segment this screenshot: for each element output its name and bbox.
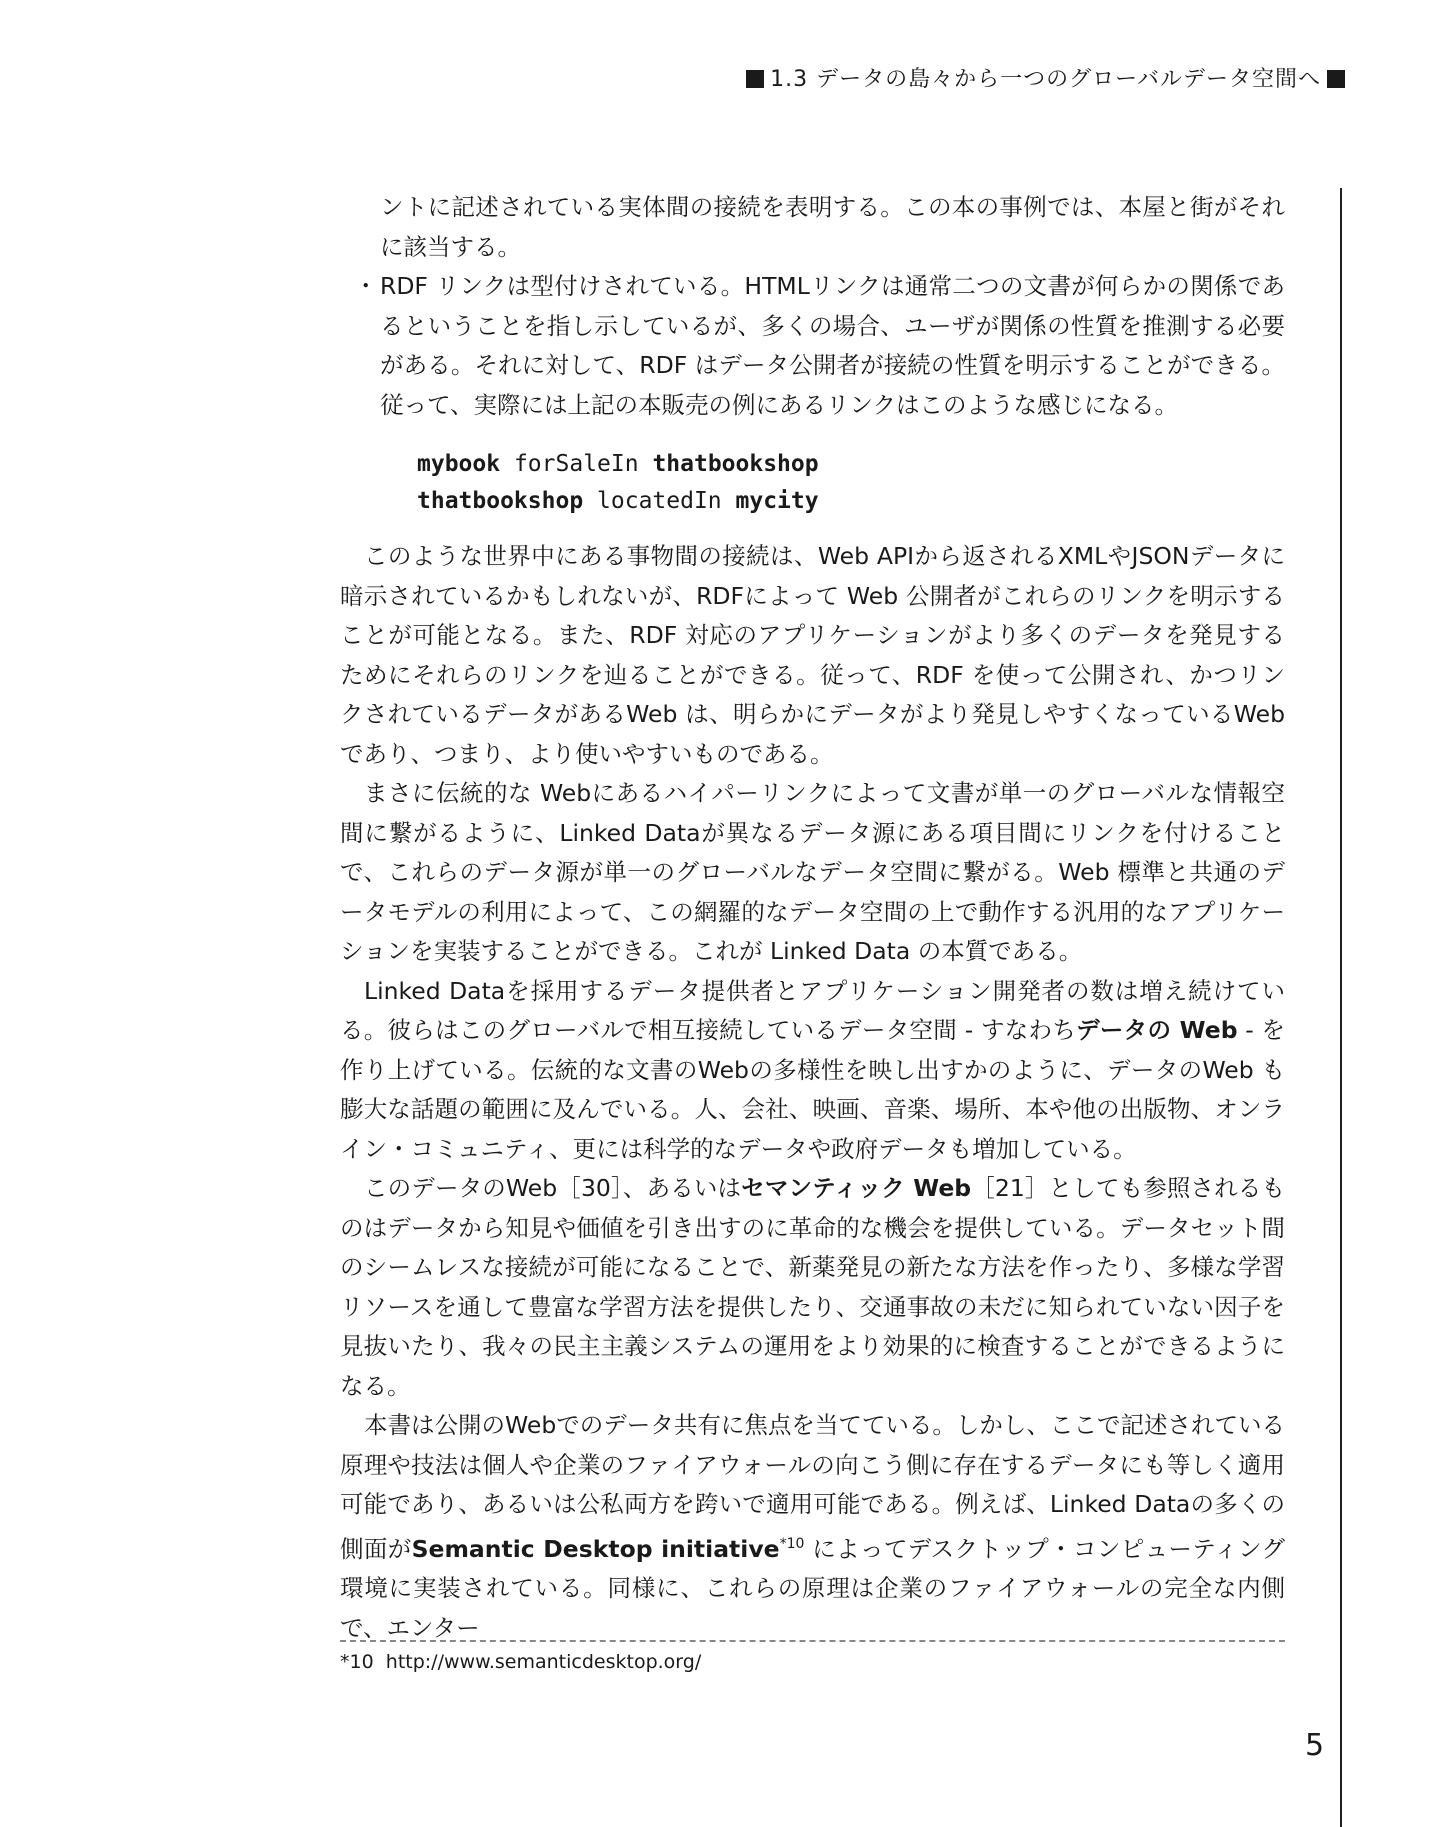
paragraph-3-text: Linked Dataを採用するデータ提供者とアプリケーション開発者の数は増え続けている。彼らはこのグローバルで相互接続しているデータ空間 - すなわち (340, 976, 1285, 1044)
continued-bullet-text: ントに記述されている実体間の接続を表明する。この本の事例では、本屋と街がそれに該当する。 (380, 193, 1285, 261)
paragraph-3 (340, 972, 1285, 1170)
page-edge-rule (1340, 188, 1342, 1827)
bullet-text: RDF リンクは型付けされている。HTMLリンクは通常二つの文書が何らかの関係であるということを指し示しているが、多くの場合、ユーザが関係の性質を推測する必要がある。それに対して、RDF はデータ公開者が接続の性質を明示することができる。従って、実際には上記の本販売の例にあるリンクはこのような感じになる。 (380, 272, 1285, 419)
paragraph-4-text: このデータのWeb［30］、あるいは (364, 1174, 742, 1202)
paragraph-2: まさに伝統的な Webにあるハイパーリンクによって文書が単一のグローバルな情報空間に繋がるように、Linked Dataが異なるデータ源にある項目間にリンクを付けることで、これらのデータ源が単一のグローバルなデータ空間に繋がる。Web 標準と共通のデータモデルの利用によって、この網羅的なデータ空間の上で動作する汎用的なアプリケーションを実装することができる。これが Linked Data の本質である。 (340, 779, 1285, 965)
running-title: 1.3 データの島々から一つのグローバルデータ空間へ (770, 67, 1321, 92)
paragraph-1: このような世界中にある事物間の接続は、Web APIから返されるXMLやJSONデータに暗示されているかもしれないが、RDFによって Web 公開者がこれらのリンクを明示することが可能となる。また、RDF 対応のアプリケーションがより多くのデータを発見するためにそれらのリンクを辿ることができる。従って、RDF を使って公開され、かつリンクされているデータがあるWeb は、明らかにデータがより発見しやすくなっているWebであり、つまり、より使いやすいものである。 (340, 542, 1285, 768)
paragraph-4 (340, 1169, 1285, 1406)
code-subject: thatbookshop (417, 488, 584, 514)
code-object: thatbookshop (652, 451, 819, 477)
footnote-mark: *10 (340, 1651, 374, 1673)
code-subject: mybook (417, 451, 501, 477)
paragraph-4-text: ［21］としても参照されるものはデータから知見や価値を引き出すのに革命的な機会を提供している。データセット間のシームレスな接続が可能になることで、新薬発見の新たな方法を作ったり、多様な学習リソースを通して豊富な学習方法を提供したり、交通事故の未だに知られていない因子を見抜いたり、我々の民主主義システムの運用をより効果的に検査することができるようになる。 (340, 1174, 1285, 1400)
paragraph-5 (340, 1406, 1285, 1648)
code-predicate: locatedIn (597, 488, 722, 514)
code-predicate: forSaleIn (513, 451, 639, 477)
bullet-dot: ・ (354, 272, 378, 300)
footnote-ref[interactable]: *10 (779, 1535, 805, 1552)
emphasis-term: セマンティック Web (741, 1174, 972, 1202)
emphasis-term: Semantic Desktop initiative (411, 1534, 780, 1563)
paragraph-5-text: によってデスクトップ・コンピューティング環境に実装されている。同様に、これらの原理は企業のファイアウォールの完全な内側で、エンター (340, 1534, 1285, 1642)
page-number: 5 (1305, 1728, 1325, 1763)
paragraph-5-text: 本書は公開のWebでのデータ共有に焦点を当てている。しかし、ここで記述されている原理や技法は個人や企業のファイアウォールの向こう側に存在するデータにも等しく適用可能であり、あるいは公私両方を跨いで適用可能である。例えば、Linked Dataの多くの側面が (340, 1411, 1285, 1563)
footnote (340, 1648, 701, 1676)
body-text (340, 188, 1285, 1648)
square-bullet-icon (746, 70, 764, 88)
code-block (340, 446, 1285, 520)
paragraph-3-text: - を作り上げている。伝統的な文書のWebの多様性を映し出すかのように、データのWeb も膨大な話題の範囲に及んでいる。人、会社、映画、音楽、場所、本や他の出版物、オンライン・コミュニティ、更には科学的なデータや政府データも増加している。 (340, 1016, 1286, 1163)
bullet-item (340, 267, 1285, 425)
running-header (740, 62, 1351, 93)
code-object: mycity (735, 488, 819, 514)
footnote-separator (340, 1640, 1285, 1642)
emphasis-term: データの Web (1076, 1016, 1238, 1044)
footnote-url[interactable]: http://www.semanticdesktop.org/ (385, 1651, 702, 1673)
square-bullet-icon (1327, 70, 1345, 88)
